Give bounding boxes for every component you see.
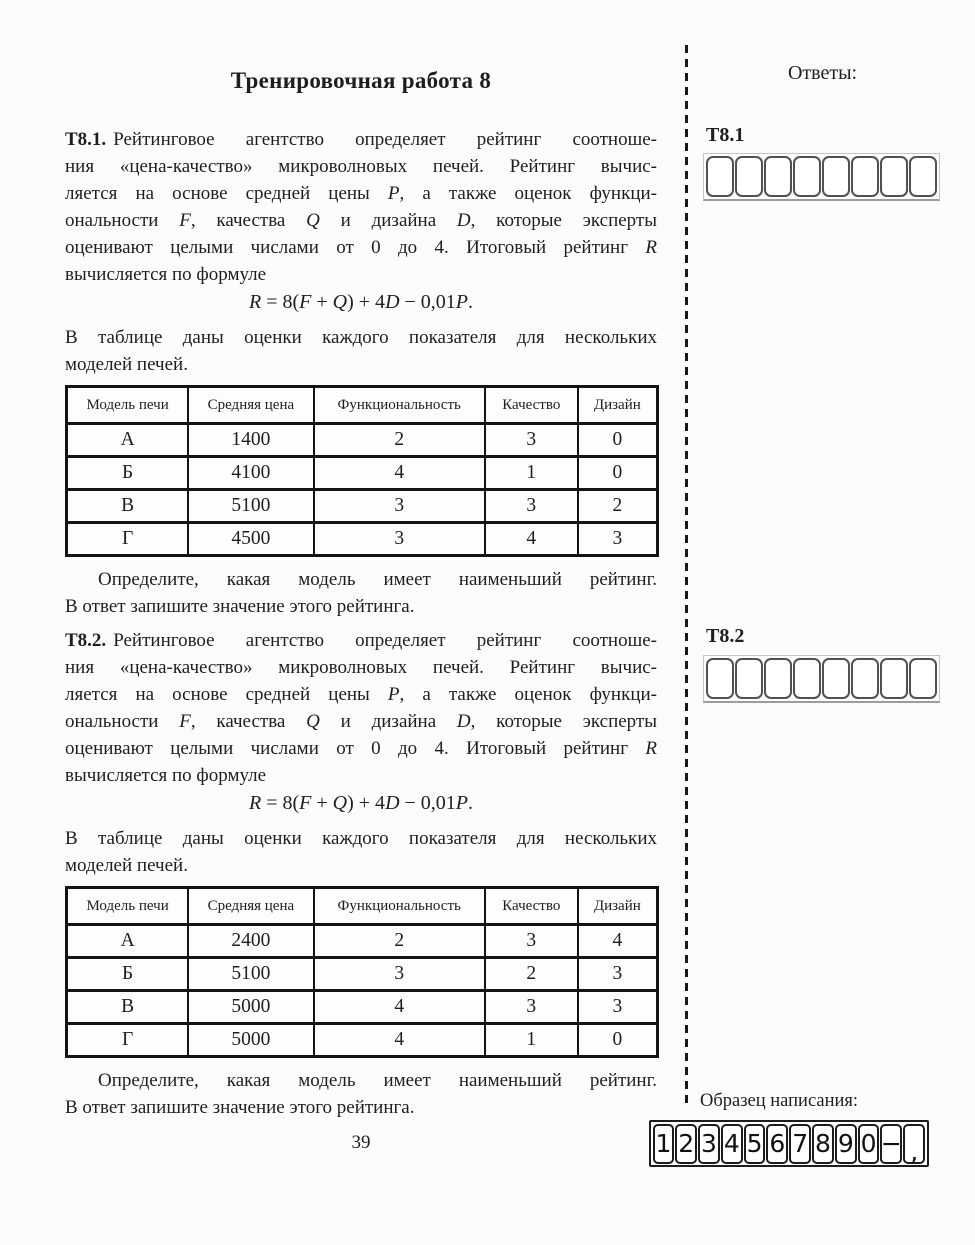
writing-sample-label: Образец написания: xyxy=(700,1091,859,1111)
table-cell: Б xyxy=(67,457,189,490)
table-cell: 4 xyxy=(578,925,658,958)
table-cell: 4500 xyxy=(188,523,313,556)
table-row xyxy=(67,991,658,1024)
table-cell: 3 xyxy=(314,958,485,991)
table-header-cell: Модель печи xyxy=(67,888,189,925)
text-line: оценивают целыми числами от 0 до 4. Итоговый рейтинг R xyxy=(65,738,657,759)
table-header-cell: Функциональность xyxy=(314,888,485,925)
text-line: оценивают целыми числами от 0 до 4. Итоговый рейтинг R xyxy=(65,237,657,258)
table-cell: 3 xyxy=(578,958,658,991)
table-cell: В xyxy=(67,490,189,523)
table-row xyxy=(67,925,658,958)
answer-slot-label-t8-1: Т8.1 xyxy=(706,124,745,146)
text-line: вычисляется по формуле xyxy=(65,264,267,285)
sample-char-cell xyxy=(675,1124,697,1164)
table-row xyxy=(67,457,658,490)
answer-cell[interactable] xyxy=(793,658,821,699)
sample-char-cell xyxy=(903,1124,925,1164)
table-header-cell: Средняя цена xyxy=(188,387,313,424)
table-cell: 3 xyxy=(578,523,658,556)
table-cell: 4 xyxy=(314,457,485,490)
text-line: ния «цена-качество» микроволновых печей. Рейтинг вычис- xyxy=(65,657,657,678)
table-cell: 5000 xyxy=(188,1024,313,1057)
table-cell: 4 xyxy=(485,523,578,556)
table-header-cell: Средняя цена xyxy=(188,888,313,925)
table-header-cell: Дизайн xyxy=(578,888,658,925)
answers-header: Ответы: xyxy=(787,62,858,84)
text-line: В таблице даны оценки каждого показателя для нескольких xyxy=(65,327,657,348)
text-line: ляется на основе средней цены P, а также оценок функци- xyxy=(65,684,657,705)
sample-char-cell xyxy=(835,1124,857,1164)
text-line: Определите, какая модель имеет наименьший рейтинг. xyxy=(98,569,657,590)
page-number: 39 xyxy=(351,1132,371,1153)
sample-char-cell xyxy=(721,1124,743,1164)
text-line: ляется на основе средней цены P, а также оценок функци- xyxy=(65,183,657,204)
table-row xyxy=(67,424,658,457)
table-cell: 2400 xyxy=(188,925,313,958)
answer-cell[interactable] xyxy=(735,658,763,699)
table-header-row xyxy=(67,888,658,925)
answer-cell[interactable] xyxy=(851,156,879,197)
text-line: ональности F, качества Q и дизайна D, которые эксперты xyxy=(65,210,657,231)
answer-cell[interactable] xyxy=(822,156,850,197)
answer-grid-t8-1 xyxy=(703,153,940,201)
sample-char-cell xyxy=(698,1124,720,1164)
answer-cell[interactable] xyxy=(764,658,792,699)
table-cell: Г xyxy=(67,1024,189,1057)
text-line: В таблице даны оценки каждого показателя для нескольких xyxy=(65,828,657,849)
table-cell: 3 xyxy=(485,991,578,1024)
text-line: моделей печей. xyxy=(65,855,188,876)
table-cell: 0 xyxy=(578,457,658,490)
table-cell: 1400 xyxy=(188,424,313,457)
table-row xyxy=(67,1024,658,1057)
answer-cell[interactable] xyxy=(909,658,937,699)
sample-char: 3 xyxy=(701,1129,717,1158)
answer-slot-label-t8-2: Т8.2 xyxy=(706,625,745,647)
table-cell: 1 xyxy=(485,457,578,490)
table-cell: В xyxy=(67,991,189,1024)
sample-char: , xyxy=(910,1136,919,1166)
text-line-content: Рейтинговое агентство определяет рейтинг соотноше- xyxy=(113,129,657,150)
sample-char: 5 xyxy=(746,1129,763,1158)
sample-char-cell xyxy=(744,1124,766,1164)
answer-grid-t8-2 xyxy=(703,655,940,703)
table-cell: 2 xyxy=(314,925,485,958)
text-line: вычисляется по формуле xyxy=(65,765,267,786)
answer-cell[interactable] xyxy=(735,156,763,197)
sample-char-cell xyxy=(812,1124,834,1164)
sample-char-cell xyxy=(858,1124,880,1164)
table-cell: А xyxy=(67,925,189,958)
table-cell: 4100 xyxy=(188,457,313,490)
answer-cell[interactable] xyxy=(764,156,792,197)
rating-formula: R = 8(F + Q) + 4D − 0,01P. xyxy=(248,792,474,814)
sample-char-cell xyxy=(653,1124,675,1164)
text-line-content: Рейтинговое агентство определяет рейтинг соотноше- xyxy=(113,630,657,651)
table-cell: Б xyxy=(67,958,189,991)
table-cell: Г xyxy=(67,523,189,556)
sample-char: 7 xyxy=(792,1129,809,1158)
answer-cell[interactable] xyxy=(822,658,850,699)
answer-cell[interactable] xyxy=(880,156,908,197)
table-cell: 3 xyxy=(314,490,485,523)
table-cell: 3 xyxy=(485,925,578,958)
table-cell: 3 xyxy=(578,991,658,1024)
table-header-cell: Качество xyxy=(485,387,578,424)
table-header-cell: Дизайн xyxy=(578,387,658,424)
sample-char: 0 xyxy=(860,1129,877,1158)
sample-char-cell xyxy=(766,1124,788,1164)
sample-char: 4 xyxy=(723,1129,740,1158)
table-header-row xyxy=(67,387,658,424)
text-line: В ответ запишите значение этого рейтинга. xyxy=(65,596,415,617)
rating-formula: R = 8(F + Q) + 4D − 0,01P. xyxy=(248,291,474,313)
table-cell: 1 xyxy=(485,1024,578,1057)
table-cell: А xyxy=(67,424,189,457)
table-cell: 5100 xyxy=(188,958,313,991)
table-cell: 2 xyxy=(314,424,485,457)
sample-char: − xyxy=(880,1129,902,1158)
table-cell: 5000 xyxy=(188,991,313,1024)
sample-char-cell xyxy=(880,1124,902,1164)
table-header-cell: Качество xyxy=(485,888,578,925)
table-cell: 3 xyxy=(485,490,578,523)
answer-cell[interactable] xyxy=(851,658,879,699)
table-row xyxy=(67,523,658,556)
answer-cell[interactable] xyxy=(793,156,821,197)
table-row xyxy=(67,958,658,991)
table-cell: 4 xyxy=(314,1024,485,1057)
table-cell: 5100 xyxy=(188,490,313,523)
table-row xyxy=(67,490,658,523)
writing-sample-grid xyxy=(649,1120,929,1167)
text-line: В ответ запишите значение этого рейтинга. xyxy=(65,1097,415,1118)
text-line: Определите, какая модель имеет наименьший рейтинг. xyxy=(98,1070,657,1091)
ratings-table-t8-1 xyxy=(65,385,659,557)
sample-char-cell xyxy=(789,1124,811,1164)
answer-cell[interactable] xyxy=(880,658,908,699)
table-cell: 4 xyxy=(314,991,485,1024)
sample-char: 8 xyxy=(815,1129,831,1158)
table-cell: 2 xyxy=(485,958,578,991)
sample-char: 9 xyxy=(837,1129,854,1158)
sample-char: 1 xyxy=(655,1129,672,1158)
sample-char: 6 xyxy=(769,1129,786,1158)
table-cell: 2 xyxy=(578,490,658,523)
text-line xyxy=(65,126,657,153)
page-title: Тренировочная работа 8 xyxy=(230,68,492,93)
table-cell: 3 xyxy=(485,424,578,457)
problem-number: Т8.2. xyxy=(65,630,107,651)
ratings-table-t8-2 xyxy=(65,886,659,1058)
answer-cell[interactable] xyxy=(909,156,937,197)
table-header-cell: Функциональность xyxy=(314,387,485,424)
answer-cell[interactable] xyxy=(706,658,734,699)
problem-t8-2 xyxy=(65,627,657,1121)
table-cell: 0 xyxy=(578,1024,658,1057)
text-line xyxy=(65,627,657,654)
sample-char: 2 xyxy=(678,1129,695,1158)
text-line: ональности F, качества Q и дизайна D, которые эксперты xyxy=(65,711,657,732)
text-line: ния «цена-качество» микроволновых печей. Рейтинг вычис- xyxy=(65,156,657,177)
problem-t8-1 xyxy=(65,126,657,620)
problem-number: Т8.1. xyxy=(65,129,107,150)
table-cell: 0 xyxy=(578,424,658,457)
answer-cell[interactable] xyxy=(706,156,734,197)
text-line: моделей печей. xyxy=(65,354,188,375)
table-cell: 3 xyxy=(314,523,485,556)
table-header-cell: Модель печи xyxy=(67,387,189,424)
column-divider xyxy=(685,45,688,1107)
